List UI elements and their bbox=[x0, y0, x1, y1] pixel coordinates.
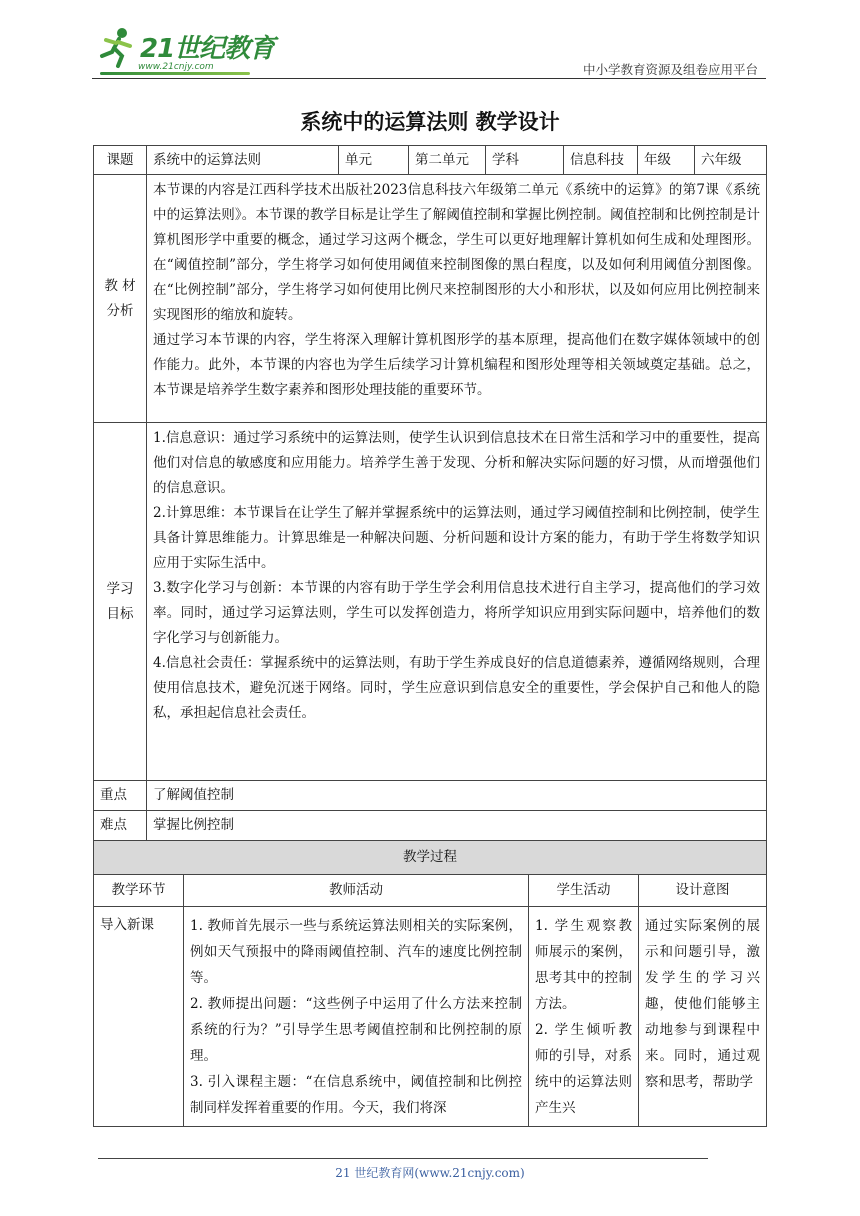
stage-cell: 导入新课 bbox=[94, 907, 184, 1127]
analysis-content bbox=[147, 175, 767, 423]
analysis-label: 教 材 分析 bbox=[94, 175, 147, 423]
objectives-row bbox=[94, 423, 767, 781]
objective-item-1: 1.信息意识：通过学习系统中的运算法则，使学生认识到信息技术在日常生活和学习中的重要性，提高他们对信息的敏感度和应用能力。培养学生善于发现、分析和解决实际问题的好习惯，从而增强他们的信息意识。 bbox=[153, 430, 760, 496]
subject-label: 学科 bbox=[486, 146, 564, 175]
footer-text[interactable]: 21 世纪教育网(www.21cnjy.com) bbox=[335, 1166, 525, 1180]
unit-label: 单元 bbox=[339, 146, 409, 175]
page-header bbox=[0, 0, 860, 90]
analysis-paragraph-2: 通过学习本节课的内容，学生将深入理解计算机图形学的基本原理，提高他们在数字媒体领域中的创作能力。此外，本节课的内容也为学生后续学习计算机编程和图形处理等相关领域奠定基础。总之，本节课是培养学生数字素养和图形处理技能的重要环节。 bbox=[153, 332, 760, 398]
objective-item-4: 4.信息社会责任：掌握系统中的运算法则，有助于学生养成良好的信息道德素养，遵循网络规则，合理使用信息技术，避免沉迷于网络。同时，学生应意识到信息安全的重要性，学会保护自己和他人的隐私，承担起信息社会责任。 bbox=[153, 655, 760, 721]
process-title-row bbox=[94, 841, 767, 875]
document-title: 系统中的运算法则 教学设计 bbox=[300, 110, 560, 134]
platform-name: 中小学教育资源及组卷应用平台 bbox=[582, 62, 758, 77]
objectives-label: 学习 目标 bbox=[94, 423, 147, 781]
student-step-2: 2. 学生倾听教师的引导，对系统中的运算法则产生兴 bbox=[535, 1022, 632, 1116]
header-teacher: 教师活动 bbox=[184, 875, 529, 907]
objective-item-2: 2.计算思维：本节课旨在让学生了解并掌握系统中的运算法则，通过学习阈值控制和比例控制，使学生具备计算思维能力。计算思维是一种解决问题、分析问题和设计方案的能力，有助于学生将数学知识应用于实际生活中。 bbox=[153, 505, 760, 571]
logo-url: www.21cnjy.com bbox=[138, 62, 214, 72]
header-divider bbox=[92, 78, 766, 79]
key-point-row bbox=[94, 781, 767, 811]
logo bbox=[92, 26, 312, 82]
course-value: 系统中的运算法则 bbox=[147, 146, 339, 175]
header-stage: 教学环节 bbox=[94, 875, 184, 907]
runner-icon bbox=[92, 26, 142, 70]
analysis-paragraph-1: 本节课的内容是江西科学技术出版社2023信息科技六年级第二单元《系统中的运算》的第7课《系统中的运算法则》。本节课的教学目标是让学生了解阈值控制和掌握比例控制。阈值控制和比例控制是计算机图形学中重要的概念，通过学习这两个概念，学生可以更好地理解计算机如何生成和处理图形。在“阈值控制”部分，学生将学习如何使用阈值来控制图像的黑白程度，以及如何利用阈值分割图像。在“比例控制”部分，学生将学习如何使用比例尺来控制图形的大小和形状，以及如何应用比例控制来实现图形的缩放和旋转。 bbox=[153, 182, 760, 323]
objectives-content bbox=[147, 423, 767, 781]
header-student: 学生活动 bbox=[529, 875, 639, 907]
design-intent-cell: 通过实际案例的展示和问题引导，激发学生的学习兴趣，使他们能够主动地参与到课程中来。同时，通过观察和思考，帮助学 bbox=[639, 907, 767, 1127]
logo-underline bbox=[100, 72, 250, 75]
logo-text: 21世纪教育 bbox=[140, 34, 275, 64]
info-row bbox=[94, 146, 767, 175]
key-point-label: 重点 bbox=[94, 781, 147, 811]
process-row bbox=[94, 907, 767, 1127]
teaching-process-table bbox=[93, 840, 767, 1127]
teacher-step-1: 1. 教师首先展示一些与系统运算法则相关的实际案例，例如天气预报中的降雨阈值控制、汽车的速度比例控制等。 bbox=[190, 918, 522, 986]
teacher-step-2: 2. 教师提出问题：“这些例子中运用了什么方法来控制系统的行为？”引导学生思考阈值控制和比例控制的原理。 bbox=[190, 996, 522, 1064]
student-step-1: 1. 学生观察教师展示的案例，思考其中的控制方法。 bbox=[535, 918, 632, 1012]
teacher-activity-cell bbox=[184, 907, 529, 1127]
student-activity-cell bbox=[529, 907, 639, 1127]
process-header-row bbox=[94, 875, 767, 907]
grade-label: 年级 bbox=[638, 146, 695, 175]
subject-value: 信息科技 bbox=[564, 146, 638, 175]
key-point-value: 了解阈值控制 bbox=[147, 781, 767, 811]
difficulty-row bbox=[94, 811, 767, 841]
analysis-row bbox=[94, 175, 767, 423]
footer-divider bbox=[98, 1158, 708, 1159]
lesson-info-table bbox=[93, 145, 767, 841]
difficulty-label: 难点 bbox=[94, 811, 147, 841]
process-title: 教学过程 bbox=[94, 841, 767, 875]
grade-value: 六年级 bbox=[695, 146, 767, 175]
unit-value: 第二单元 bbox=[409, 146, 486, 175]
header-intent: 设计意图 bbox=[639, 875, 767, 907]
difficulty-value: 掌握比例控制 bbox=[147, 811, 767, 841]
objective-item-3: 3.数字化学习与创新：本节课的内容有助于学生学会利用信息技术进行自主学习，提高他们的学习效率。同时，通过学习运算法则，学生可以发挥创造力，将所学知识应用到实际问题中，培养他们的数字化学习与创新能力。 bbox=[153, 580, 760, 646]
teacher-step-3: 3. 引入课程主题：“在信息系统中，阈值控制和比例控制同样发挥着重要的作用。今天，我们将深 bbox=[190, 1074, 522, 1116]
course-label: 课题 bbox=[94, 146, 147, 175]
